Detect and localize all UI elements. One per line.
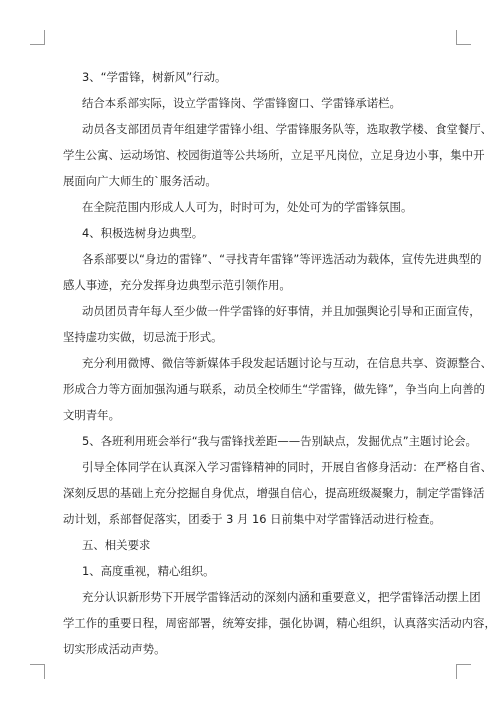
text-line: 五、相关要求 — [82, 538, 151, 552]
text-line: 学工作的重要日程，周密部署，统筹安排，强化协调，精心组织，认真落实活动内容， — [63, 616, 496, 630]
text-line: 坚持虚功实做，切忌流于形式。 — [63, 330, 223, 344]
text-line: 学生公寓、运动场馆、校园街道等公共场所，立足平凡岗位，立足身边小事，集中开 — [63, 148, 485, 162]
crop-mark-bottom-right — [456, 664, 471, 679]
text-line: 充分利用微博、微信等新媒体手段发起话题讨论与互动，在信息共享、资源整合、 — [82, 356, 493, 370]
text-line: 动员团员青年每人至少做一件学雷锋的好事情，并且加强舆论引导和正面宣传， — [82, 304, 481, 318]
text-line: 感人事迹，充分发挥身边典型示范引领作用。 — [63, 278, 291, 292]
text-line: 5、各班利用班会举行“我与雷锋找差距——告别缺点，发掘优点”主题讨论会。 — [82, 434, 477, 448]
text-line: 引导全体同学在认真深入学习雷锋精神的同时，开展自省修身活动：在严格自省、 — [82, 460, 493, 474]
text-line: 动计划，系部督促落实，团委于 3 月 16 日前集中对学雷锋活动进行检查。 — [63, 512, 441, 526]
text-line: 形成合力等方面加强沟通与联系，动员全校师生“学雷锋，做先锋”，争当向上向善的 — [63, 382, 485, 396]
text-line: 切实形成活动声势。 — [63, 642, 166, 656]
text-line: 深刻反思的基础上充分挖掘自身优点，增强自信心，提高班级凝聚力，制定学雷锋活 — [63, 486, 485, 500]
text-line: 展面向广大师生的`服务活动。 — [63, 174, 217, 188]
text-line: 各系部要以“身边的雷锋”、“寻找青年雷锋”等评选活动为载体，宣传先进典型的 — [82, 252, 482, 266]
text-line: 4、积极选树身边典型。 — [82, 226, 204, 240]
crop-mark-bottom-left — [30, 664, 45, 679]
text-line: 在全院范围内形成人人可为，时时可为，处处可为的学雷锋氛围。 — [82, 200, 413, 214]
crop-mark-top-right — [456, 30, 471, 45]
text-line: 文明青年。 — [63, 408, 120, 422]
text-line: 3、“学雷锋，树新风”行动。 — [82, 70, 227, 84]
text-line: 1、高度重视，精心组织。 — [82, 564, 215, 578]
text-line: 充分认识新形势下开展学雷锋活动的深刻内涵和重要意义，把学雷锋活动摆上团 — [82, 590, 481, 604]
document-body — [63, 64, 496, 662]
text-line: 结合本系部实际，设立学雷锋岗、学雷锋窗口、学雷锋承诺栏。 — [82, 96, 401, 110]
crop-mark-top-left — [30, 30, 45, 45]
text-line: 动员各支部团员青年组建学雷锋小组、学雷锋服务队等，选取教学楼、食堂餐厅、 — [82, 122, 493, 136]
